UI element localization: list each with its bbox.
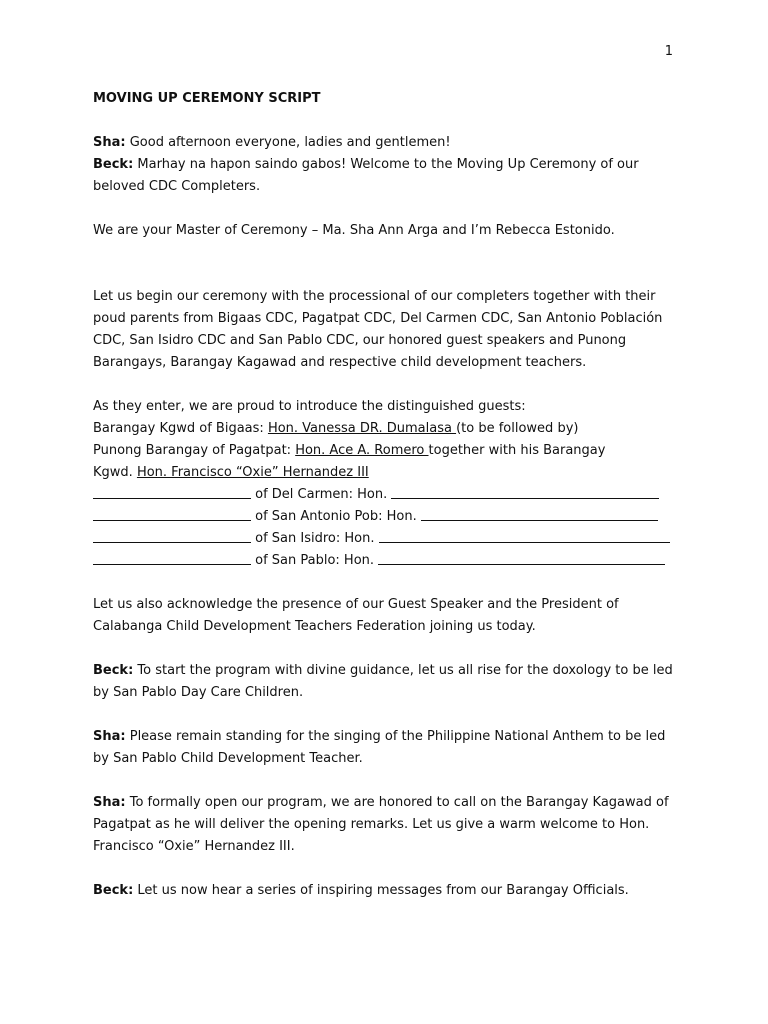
guest-note: together with his Barangay	[428, 443, 606, 458]
speaker-label: Beck:	[93, 157, 134, 172]
blank-row-san-antonio	[93, 506, 683, 528]
processional-paragraph: Let us begin our ceremony with the processional of our completers together with their poud parents from Bigaas CDC, Pagatpat CDC, Del Carmen CDC, San Antonio Población CDC, San Isidro CDC and San Pablo CDC, our honored guest speakers and Punong Barangays, Barangay Kagawad and respective child development teachers.	[93, 289, 663, 370]
dialogue-text: Please remain standing for the singing of the Philippine National Anthem to be led by San Pablo Child Development Teacher.	[93, 729, 666, 766]
blank-row-san-isidro	[93, 528, 683, 550]
dialogue-text: Good afternoon everyone, ladies and gentlemen!	[125, 135, 451, 150]
blank-row-label: of Del Carmen: Hon.	[251, 487, 392, 502]
intro-line-beck	[93, 154, 683, 198]
blank-row-label: of San Pablo: Hon.	[251, 553, 379, 568]
fill-in-blank	[93, 484, 251, 499]
fill-in-blank	[378, 550, 665, 565]
dialogue-text: Let us now hear a series of inspiring messages from our Barangay Officials.	[133, 883, 629, 898]
fill-in-blank	[379, 528, 670, 543]
guest-note: (to be followed by)	[456, 421, 579, 436]
guests-intro: As they enter, we are proud to introduce the distinguished guests:	[93, 399, 526, 414]
acknowledge-paragraph: Let us also acknowledge the presence of our Guest Speaker and the President of Calabanga Child Development Teachers Federation joining us today.	[93, 597, 619, 634]
blank-row-san-pablo	[93, 550, 683, 572]
speaker-label: Sha:	[93, 729, 126, 744]
guest-label: Punong Barangay of Pagatpat:	[93, 443, 296, 458]
fill-in-blank	[93, 550, 251, 565]
script-body	[93, 88, 683, 902]
speaker-label: Sha:	[93, 135, 126, 150]
dialogue-text: To start the program with divine guidance, let us all rise for the doxology to be led by San Pablo Day Care Children.	[93, 663, 673, 700]
program-line	[93, 880, 683, 902]
program-line	[93, 660, 683, 704]
fill-in-blank	[391, 484, 659, 499]
guest-name: Hon. Vanessa DR. Dumalasa	[267, 421, 457, 436]
dialogue-text: To formally open our program, we are honored to call on the Barangay Kagawad of Pagatpat as he will deliver the opening remarks. Let us give a warm welcome to Hon. Francisco “Oxie” Hernandez III.	[93, 795, 669, 854]
guest-label: Kgwd.	[93, 465, 137, 480]
dialogue-text: Marhay na hapon saindo gabos! Welcome to the Moving Up Ceremony of our beloved CDC Completers.	[93, 157, 639, 194]
guest-label: Barangay Kgwd of Bigaas:	[93, 421, 268, 436]
fill-in-blank	[93, 506, 251, 521]
guest-pagatpat	[93, 440, 683, 462]
guest-name: Hon. Ace A. Romero	[295, 443, 429, 458]
speaker-label: Sha:	[93, 795, 126, 810]
blank-row-del-carmen	[93, 484, 683, 506]
guest-kgwd	[93, 462, 683, 484]
speaker-label: Beck:	[93, 883, 134, 898]
fill-in-blank	[421, 506, 658, 521]
blank-row-label: of San Antonio Pob: Hon.	[251, 509, 421, 524]
fill-in-blank	[93, 528, 251, 543]
program-line	[93, 792, 683, 858]
intro-line-sha	[93, 132, 683, 154]
program-line	[93, 726, 683, 770]
document-title: MOVING UP CEREMONY SCRIPT	[93, 91, 321, 106]
page-number: 1	[664, 44, 673, 59]
guest-name: Hon. Francisco “Oxie” Hernandez III	[136, 465, 369, 480]
guest-bigaas	[93, 418, 683, 440]
speaker-label: Beck:	[93, 663, 134, 678]
blank-row-label: of San Isidro: Hon.	[251, 531, 379, 546]
mc-introduction: We are your Master of Ceremony – Ma. Sha Ann Arga and I’m Rebecca Estonido.	[93, 223, 615, 238]
